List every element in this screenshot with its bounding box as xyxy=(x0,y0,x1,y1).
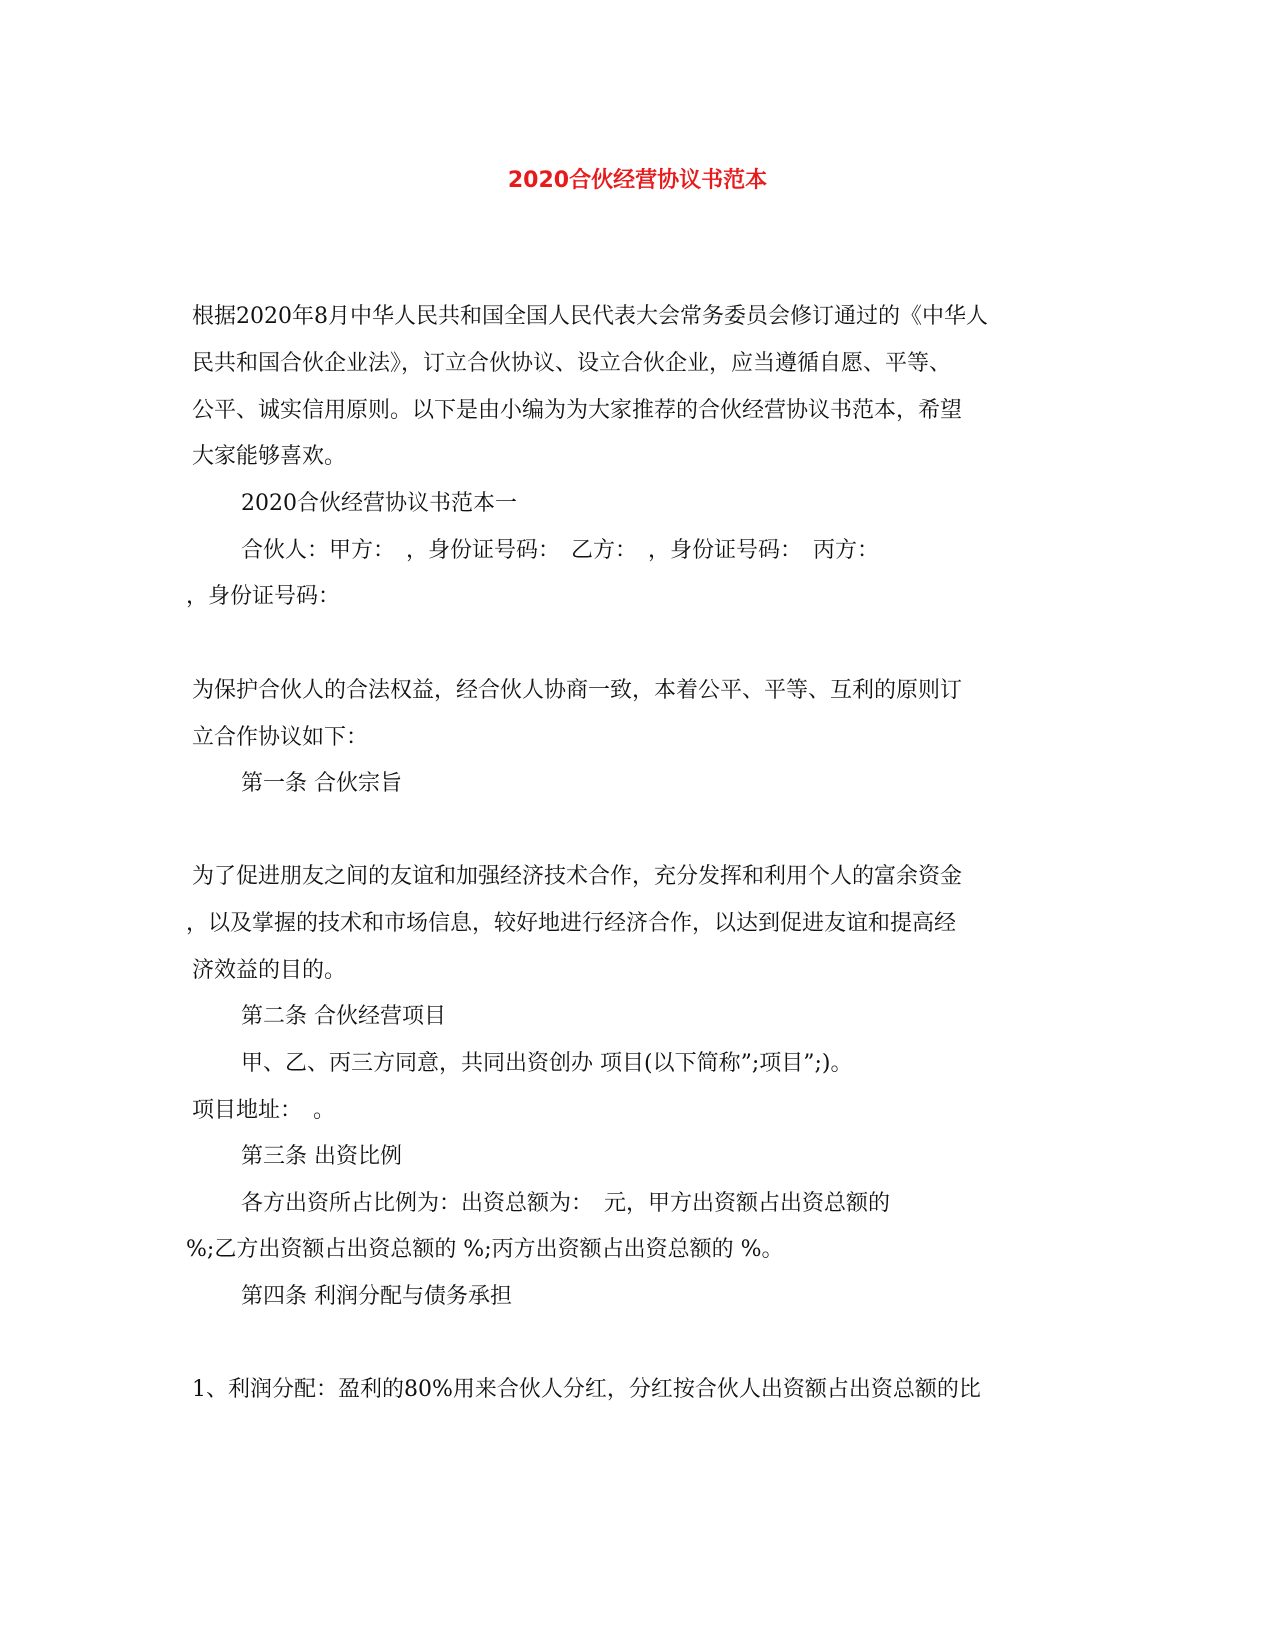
article-4-heading: 第四条 利润分配与债务承担 xyxy=(241,1284,512,1309)
section-heading: 2020合伙经营协议书范本一 xyxy=(241,491,517,516)
intro-line-2: 民共和国合伙企业法》，订立合伙协议、设立合伙企业，应当遵循自愿、平等、 xyxy=(192,351,952,376)
intro-line-4: 大家能够喜欢。 xyxy=(192,444,347,469)
partners-line: 合伙人：甲方： ，身份证号码： 乙方： ，身份证号码： 丙方： xyxy=(241,538,880,563)
document-title: 2020合伙经营协议书范本 xyxy=(507,168,768,193)
partners-line-cont: ，身份证号码： xyxy=(186,584,341,609)
purpose-intro-line-2: 立合作协议如下： xyxy=(192,725,369,750)
article-1-line-3: 济效益的目的。 xyxy=(192,958,347,983)
intro-line-1: 根据2020年8月中华人民共和国全国人民代表大会常务委员会修订通过的《中华人 xyxy=(192,304,988,329)
article-1-line-1: 为了促进朋友之间的友谊和加强经济技术合作，充分发挥和利用个人的富余资金 xyxy=(192,864,963,889)
article-1-line-2: ，以及掌握的技术和市场信息，较好地进行经济合作，以达到促进友谊和提高经 xyxy=(186,911,957,936)
article-3-heading: 第三条 出资比例 xyxy=(241,1144,402,1169)
purpose-intro-line-1: 为保护合伙人的合法权益，经合伙人协商一致，本着公平、平等、互利的原则订 xyxy=(192,678,963,703)
article-2-line-2: 项目地址： 。 xyxy=(192,1098,336,1123)
article-1-heading: 第一条 合伙宗旨 xyxy=(241,771,402,796)
article-3-line-1: 各方出资所占比例为：出资总额为： 元，甲方出资额占出资总额的 xyxy=(241,1191,891,1216)
intro-line-3: 公平、诚实信用原则。以下是由小编为为大家推荐的合伙经营协议书范本，希望 xyxy=(192,398,963,423)
article-4-line-1: 1、利润分配：盈利的80%用来合伙人分红，分红按合伙人出资额占出资总额的比 xyxy=(192,1377,981,1402)
article-2-heading: 第二条 合伙经营项目 xyxy=(241,1004,446,1029)
article-2-line-1: 甲、乙、丙三方同意，共同出资创办 项目(以下简称”;项目”;)。 xyxy=(241,1051,853,1076)
article-3-line-2: %;乙方出资额占出资总额的 %;丙方出资额占出资总额的 %。 xyxy=(186,1237,784,1262)
